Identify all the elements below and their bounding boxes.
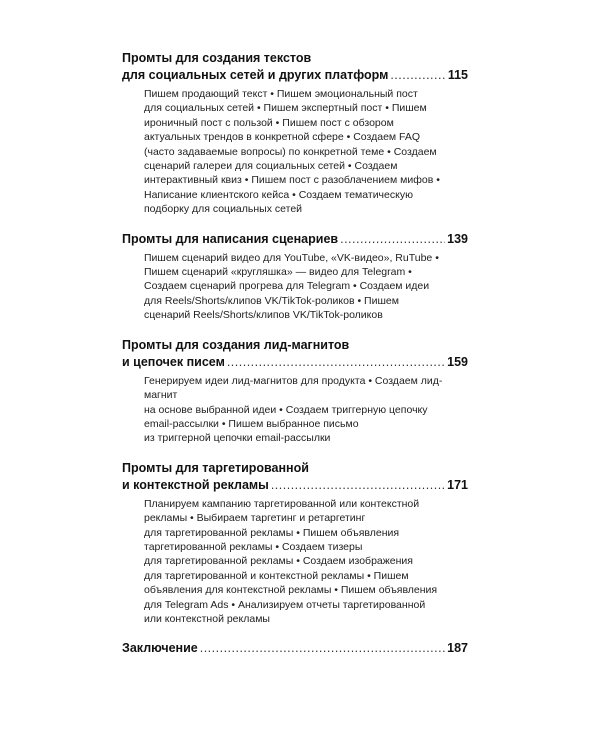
desc-line: подборку для социальных сетей [144, 203, 303, 216]
dot-leader [271, 477, 445, 494]
desc-line: сценарий галереи для социальных сетей • Создаем [144, 160, 398, 173]
desc-line: для Telegram Ads • Анализируем отчеты таргетированной [144, 598, 426, 611]
toc-page-number: 159 [447, 354, 468, 369]
toc-entry-title [122, 231, 468, 248]
dot-leader [200, 640, 445, 657]
toc-entry-description [144, 374, 468, 446]
toc-title-line: для социальных сетей и других платформ [122, 68, 389, 82]
desc-line: актуальных трендов в конкретной сфере • Создаем FAQ [144, 131, 421, 144]
toc-entry-description [144, 251, 468, 323]
desc-line: Пишем сценарий видео для YouTube, «VK-видео», RuTube • [144, 251, 439, 264]
desc-line: сценарий Reels/Shorts/клипов VK/TikTok-роликов [144, 309, 383, 322]
desc-line: Написание клиентского кейса • Создаем тематическую [144, 188, 413, 201]
toc-page-number: 139 [447, 231, 468, 246]
toc-page-number: 187 [447, 641, 468, 656]
desc-line: на основе выбранной идеи • Создаем триггерную цепочку [144, 403, 428, 416]
toc-entry-title [122, 640, 468, 657]
desc-line: или контекстной рекламы [144, 612, 270, 625]
toc-entry-description [144, 87, 468, 217]
table-of-contents [122, 50, 468, 671]
desc-line: ироничный пост с пользой • Пишем пост с обзором [144, 116, 394, 129]
dot-leader [227, 354, 445, 371]
toc-entry-social-texts [122, 50, 468, 217]
dot-leader [340, 231, 445, 248]
toc-entry-conclusion [122, 640, 468, 657]
desc-line: для таргетированной рекламы • Пишем объявления [144, 526, 400, 539]
desc-line: для таргетированной рекламы • Создаем изображения [144, 555, 413, 568]
toc-title-line-with-page [122, 477, 468, 494]
toc-title-line: Промты для написания сценариев [122, 231, 339, 246]
desc-line: Пишем сценарий «кругляшка» — видео для Telegram • [144, 266, 412, 279]
desc-line: магнит [144, 389, 178, 402]
toc-title-line: и контекстной рекламы [122, 477, 269, 492]
desc-line: Создаем сценарий прогрева для Telegram • Создаем идеи [144, 280, 430, 293]
desc-line: Планируем кампанию таргетированной или контекстной [144, 497, 420, 510]
toc-title-line-with-page [122, 67, 468, 84]
desc-line: объявления для контекстной рекламы • Пишем объявления [144, 584, 438, 597]
toc-title-line: Промты для таргетированной [122, 460, 309, 475]
toc-page-number: 171 [447, 477, 468, 492]
toc-title-line-with-page [122, 231, 468, 248]
dot-leader [390, 67, 446, 84]
toc-title-line: Промты для создания текстов [122, 51, 312, 65]
desc-line: (часто задаваемые вопросы) по конкретной теме • Создаем [144, 145, 437, 158]
desc-line: для социальных сетей • Пишем экспертный пост • Пишем [144, 102, 427, 115]
toc-page-number: 115 [447, 68, 468, 82]
toc-entry-title [122, 337, 468, 371]
desc-line: для Reels/Shorts/клипов VK/TikTok-роликов • Пишем [144, 294, 399, 307]
toc-entry-lead-magnets [122, 337, 468, 446]
desc-line: email-рассылки • Пишем выбранное письмо [144, 417, 359, 430]
toc-title-line: Заключение [122, 641, 198, 656]
desc-line: рекламы • Выбираем таргетинг и ретаргетинг [144, 512, 366, 525]
desc-line: таргетированной рекламы • Создаем тизеры [144, 540, 363, 553]
toc-entry-scripts [122, 231, 468, 323]
toc-title-line-with-page [122, 640, 468, 657]
toc-title-line: и цепочек писем [122, 354, 225, 369]
desc-line: Генерируем идеи лид-магнитов для продукта • Создаем лид- [144, 374, 443, 387]
desc-line: интерактивный квиз • Пишем пост с разоблачением мифов • [144, 174, 440, 187]
desc-line: для таргетированной и контекстной рекламы • Пишем [144, 569, 409, 582]
toc-entry-advertising [122, 460, 468, 627]
desc-line: из триггерной цепочки email-рассылки [144, 432, 331, 445]
toc-entry-title [122, 460, 468, 494]
toc-entry-description [144, 497, 468, 627]
desc-line: Пишем продающий текст • Пишем эмоциональный пост [144, 88, 418, 100]
toc-entry-title [122, 50, 468, 84]
toc-title-line: Промты для создания лид-магнитов [122, 337, 350, 352]
toc-title-line-with-page [122, 354, 468, 371]
